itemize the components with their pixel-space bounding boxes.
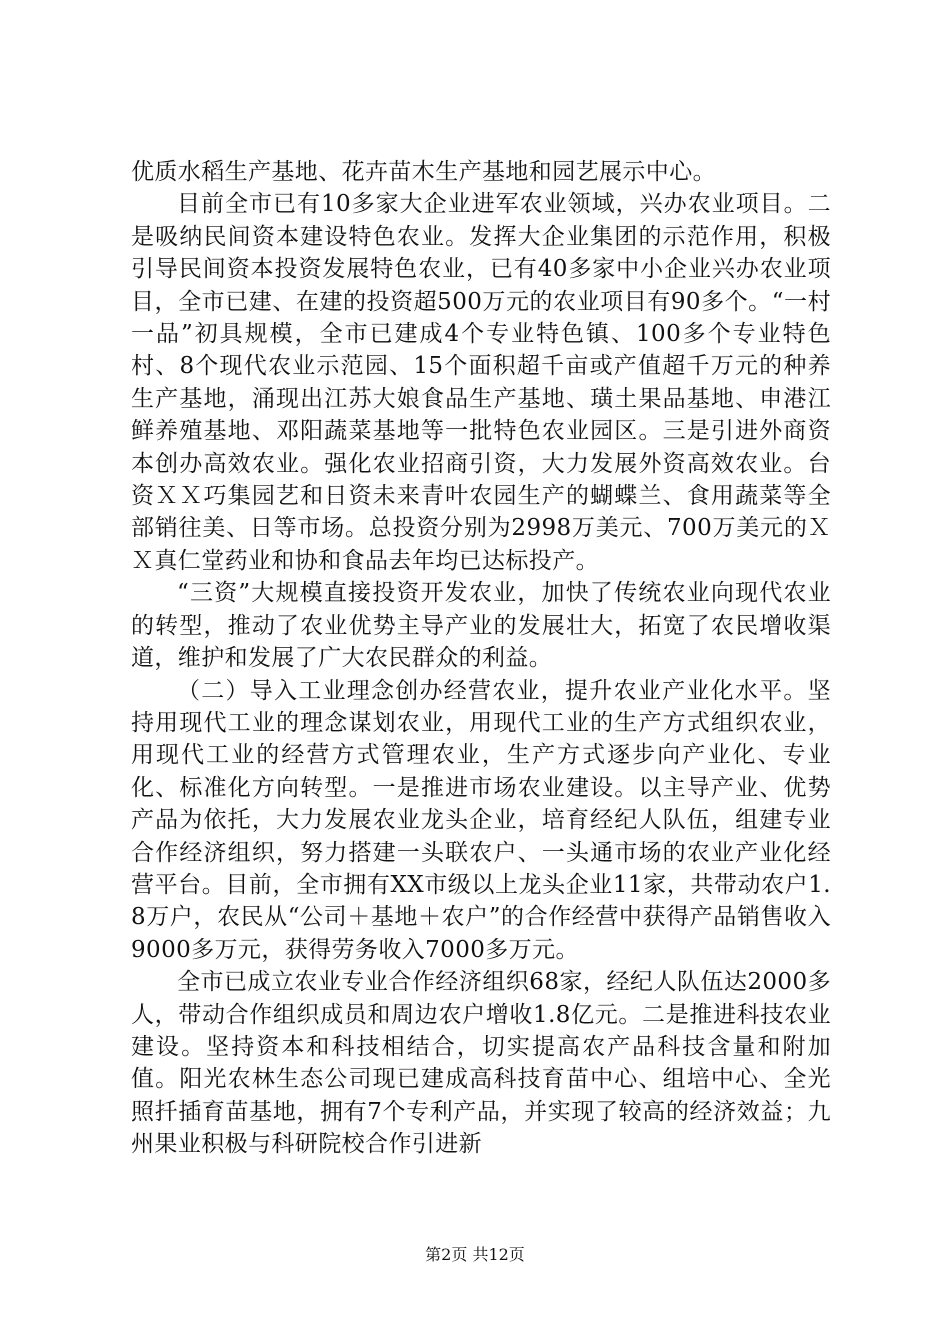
document-body [131, 156, 831, 1161]
paragraph-continuation: 优质水稻生产基地、花卉苗木生产基地和园艺展示中心。 [131, 159, 716, 185]
page-footer: 第2页 共12页 [425, 1245, 525, 1264]
paragraph-three-capitals: “三资”大规模直接投资开发农业，加快了传统农业向现代农业的转型，推动了农业优势主导产业的发展壮大，拓宽了农民增收渠道，维护和发展了广大农民群众的利益。 [131, 580, 831, 672]
paragraph-industrial-concept: （二）导入工业理念创办经营农业，提升农业产业化水平。坚持用现代工业的理念谋划农业，用现代工业的生产方式组织农业，用现代工业的经营方式管理农业，生产方式逐步向产业化、专业化、标准化方向转型。一是推进市场农业建设。以主导产业、优势产品为依托，大力发展农业龙头企业，培育经纪人队伍，组建专业合作经济组织，努力搭建一头联农户、一头通市场的农业产业化经营平台。目前，全市拥有XX市级以上龙头企业11家，共带动农户1.8万户，农民从“公司＋基地＋农户”的合作经营中获得产品销售收入9000多万元，获得劳务收入7000多万元。 [131, 677, 831, 963]
paragraph-cooperatives: 全市已成立农业专业合作经济组织68家，经纪人队伍达2000多人，带动合作组织成员和周边农户增收1.8亿元。二是推进科技农业建设。坚持资本和科技相结合，切实提高农产品科技含量和附加值。阳光农林生态公司现已建成高科技育苗中心、组培中心、全光照扦插育苗基地，拥有7个专利产品，并实现了较高的经济效益；九州果业积极与科研院校合作引进新 [131, 969, 831, 1158]
paragraph-enterprise-investment: 目前全市已有10多家大企业进军农业领域，兴办农业项目。二是吸纳民间资本建设特色农业。发挥大企业集团的示范作用，积极引导民间资本投资发展特色农业，已有40多家中小企业兴办农业项目，全市已建、在建的投资超500万元的农业项目有90多个。“一村一品”初具规模，全市已建成4个专业特色镇、100多个专业特色村、8个现代农业示范园、15个面积超千亩或产值超千万元的种养生产基地，涌现出江苏大娘食品生产基地、璜土果品基地、申港江鲜养殖基地、邓阳蔬菜基地等一批特色农业园区。三是引进外商资本创办高效农业。强化农业招商引资，大力发展外资高效农业。台资ＸＸ巧集园艺和日资未来青叶农园生产的蝴蝶兰、食用蔬菜等全部销往美、日等市场。总投资分别为2998万美元、700万美元的ＸＸ真仁堂药业和协和食品去年均已达标投产。 [131, 191, 831, 574]
